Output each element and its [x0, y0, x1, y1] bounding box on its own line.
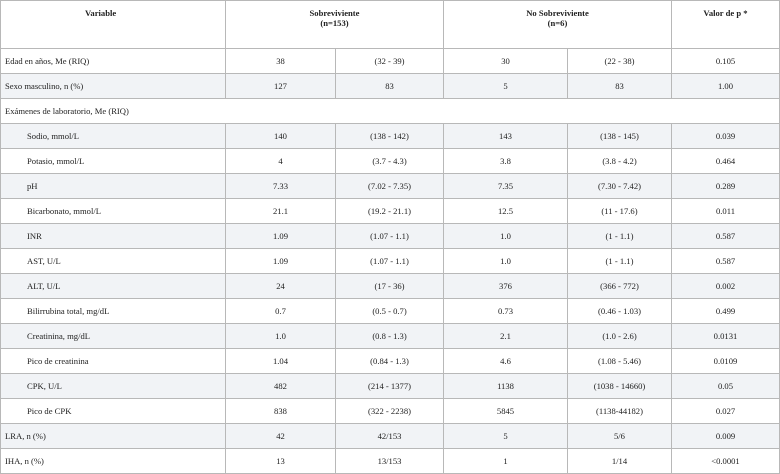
cell-n1: 1.0: [444, 249, 568, 274]
cell-s2: (0.8 - 1.3): [336, 324, 444, 349]
cell-s2: (0.84 - 1.3): [336, 349, 444, 374]
cell-s2: (3.7 - 4.3): [336, 149, 444, 174]
cell-n1: 5: [444, 74, 568, 99]
cell-n2: 1/14: [568, 449, 672, 474]
cell-p: 0.464: [672, 149, 780, 174]
cell-s1: 38: [226, 49, 336, 74]
row-label: INR: [1, 224, 226, 249]
row-label: Bilirrubina total, mg/dL: [1, 299, 226, 324]
section-label: Exámenes de laboratorio, Me (RIQ): [1, 99, 780, 124]
cell-s2: (0.5 - 0.7): [336, 299, 444, 324]
cell-s2: (32 - 39): [336, 49, 444, 74]
header-row: [1, 1, 780, 49]
row-label: CPK, U/L: [1, 374, 226, 399]
cell-s2: 13/153: [336, 449, 444, 474]
table-row: [1, 449, 780, 474]
cell-n1: 0.73: [444, 299, 568, 324]
row-label: Potasio, mmol/L: [1, 149, 226, 174]
header-variable: Variable: [1, 1, 226, 49]
cell-s2: (1.07 - 1.1): [336, 224, 444, 249]
table-row: [1, 199, 780, 224]
header-survivor-label: Sobreviviente: [309, 8, 360, 18]
cell-n2: (22 - 38): [568, 49, 672, 74]
cell-s2: (322 - 2238): [336, 399, 444, 424]
row-label: pH: [1, 174, 226, 199]
header-nonsurvivor-label: No Sobreviviente: [526, 8, 589, 18]
cell-s1: 1.09: [226, 224, 336, 249]
cell-p: 0.105: [672, 49, 780, 74]
cell-p: 0.289: [672, 174, 780, 199]
cell-n1: 5: [444, 424, 568, 449]
table-row: [1, 249, 780, 274]
row-label: Creatinina, mg/dL: [1, 324, 226, 349]
cell-p: 0.039: [672, 124, 780, 149]
cell-s2: 83: [336, 74, 444, 99]
table-row: [1, 349, 780, 374]
row-label: IHA, n (%): [1, 449, 226, 474]
cell-p: 0.587: [672, 249, 780, 274]
cell-p: 0.002: [672, 274, 780, 299]
cell-s1: 1.0: [226, 324, 336, 349]
cell-s1: 140: [226, 124, 336, 149]
cell-s1: 13: [226, 449, 336, 474]
cell-n2: (3.8 - 4.2): [568, 149, 672, 174]
table-body: [1, 49, 780, 474]
cell-s1: 838: [226, 399, 336, 424]
cell-n1: 376: [444, 274, 568, 299]
table-row: [1, 124, 780, 149]
cell-n2: (1.08 - 5.46): [568, 349, 672, 374]
cell-s2: (17 - 36): [336, 274, 444, 299]
table-row: [1, 149, 780, 174]
cell-n2: (138 - 145): [568, 124, 672, 149]
cell-n2: 5/6: [568, 424, 672, 449]
row-label: Edad en años, Me (RIQ): [1, 49, 226, 74]
cell-n2: (1138-44182): [568, 399, 672, 424]
header-survivor-n: (n=153): [320, 18, 349, 28]
cell-s2: (214 - 1377): [336, 374, 444, 399]
cell-n2: (11 - 17.6): [568, 199, 672, 224]
cell-n1: 12.5: [444, 199, 568, 224]
cell-n2: (1 - 1.1): [568, 249, 672, 274]
cell-n1: 30: [444, 49, 568, 74]
cell-p: 0.011: [672, 199, 780, 224]
row-label: Bicarbonato, mmol/L: [1, 199, 226, 224]
row-label: ALT, U/L: [1, 274, 226, 299]
cell-s1: 21.1: [226, 199, 336, 224]
cell-p: 0.0131: [672, 324, 780, 349]
table-row: [1, 424, 780, 449]
table-row: [1, 374, 780, 399]
row-label: Sexo masculino, n (%): [1, 74, 226, 99]
table-row: [1, 274, 780, 299]
cell-n2: (1 - 1.1): [568, 224, 672, 249]
cell-p: 0.499: [672, 299, 780, 324]
cell-n2: (1.0 - 2.6): [568, 324, 672, 349]
cell-p: 0.587: [672, 224, 780, 249]
table-row: [1, 49, 780, 74]
cell-s1: 127: [226, 74, 336, 99]
table-row: [1, 399, 780, 424]
cell-n1: 3.8: [444, 149, 568, 174]
row-label: AST, U/L: [1, 249, 226, 274]
table-row: [1, 174, 780, 199]
cell-s1: 482: [226, 374, 336, 399]
cell-n1: 2.1: [444, 324, 568, 349]
table-row: [1, 324, 780, 349]
table-row: [1, 299, 780, 324]
cell-n1: 7.35: [444, 174, 568, 199]
cell-s1: 1.04: [226, 349, 336, 374]
cell-p: 0.009: [672, 424, 780, 449]
cell-s1: 0.7: [226, 299, 336, 324]
header-nonsurvivor-n: (n=6): [547, 18, 568, 28]
cell-n1: 4.6: [444, 349, 568, 374]
cell-n2: (366 - 772): [568, 274, 672, 299]
cell-p: 1.00: [672, 74, 780, 99]
cell-n2: (0.46 - 1.03): [568, 299, 672, 324]
cell-p: 0.0109: [672, 349, 780, 374]
cell-s2: (138 - 142): [336, 124, 444, 149]
cell-s2: (1.07 - 1.1): [336, 249, 444, 274]
cell-n1: 1: [444, 449, 568, 474]
cell-n1: 5845: [444, 399, 568, 424]
header-nonsurvivor: [444, 1, 672, 49]
table-row: [1, 74, 780, 99]
cell-s2: (19.2 - 21.1): [336, 199, 444, 224]
cell-s1: 24: [226, 274, 336, 299]
cell-n1: 143: [444, 124, 568, 149]
cell-s2: 42/153: [336, 424, 444, 449]
cell-s1: 42: [226, 424, 336, 449]
row-label: Pico de creatinina: [1, 349, 226, 374]
cell-s1: 7.33: [226, 174, 336, 199]
row-label: Sodio, mmol/L: [1, 124, 226, 149]
section-row: [1, 99, 780, 124]
cell-p: <0.0001: [672, 449, 780, 474]
cell-s1: 1.09: [226, 249, 336, 274]
cell-p: 0.05: [672, 374, 780, 399]
header-survivor: [226, 1, 444, 49]
cell-n2: (1038 - 14660): [568, 374, 672, 399]
table-row: [1, 224, 780, 249]
cell-n1: 1138: [444, 374, 568, 399]
row-label: LRA, n (%): [1, 424, 226, 449]
cell-s1: 4: [226, 149, 336, 174]
cell-p: 0.027: [672, 399, 780, 424]
cell-n2: 83: [568, 74, 672, 99]
row-label: Pico de CPK: [1, 399, 226, 424]
cell-n2: (7.30 - 7.42): [568, 174, 672, 199]
cell-s2: (7.02 - 7.35): [336, 174, 444, 199]
header-pvalue: Valor de p *: [672, 1, 780, 49]
cell-n1: 1.0: [444, 224, 568, 249]
